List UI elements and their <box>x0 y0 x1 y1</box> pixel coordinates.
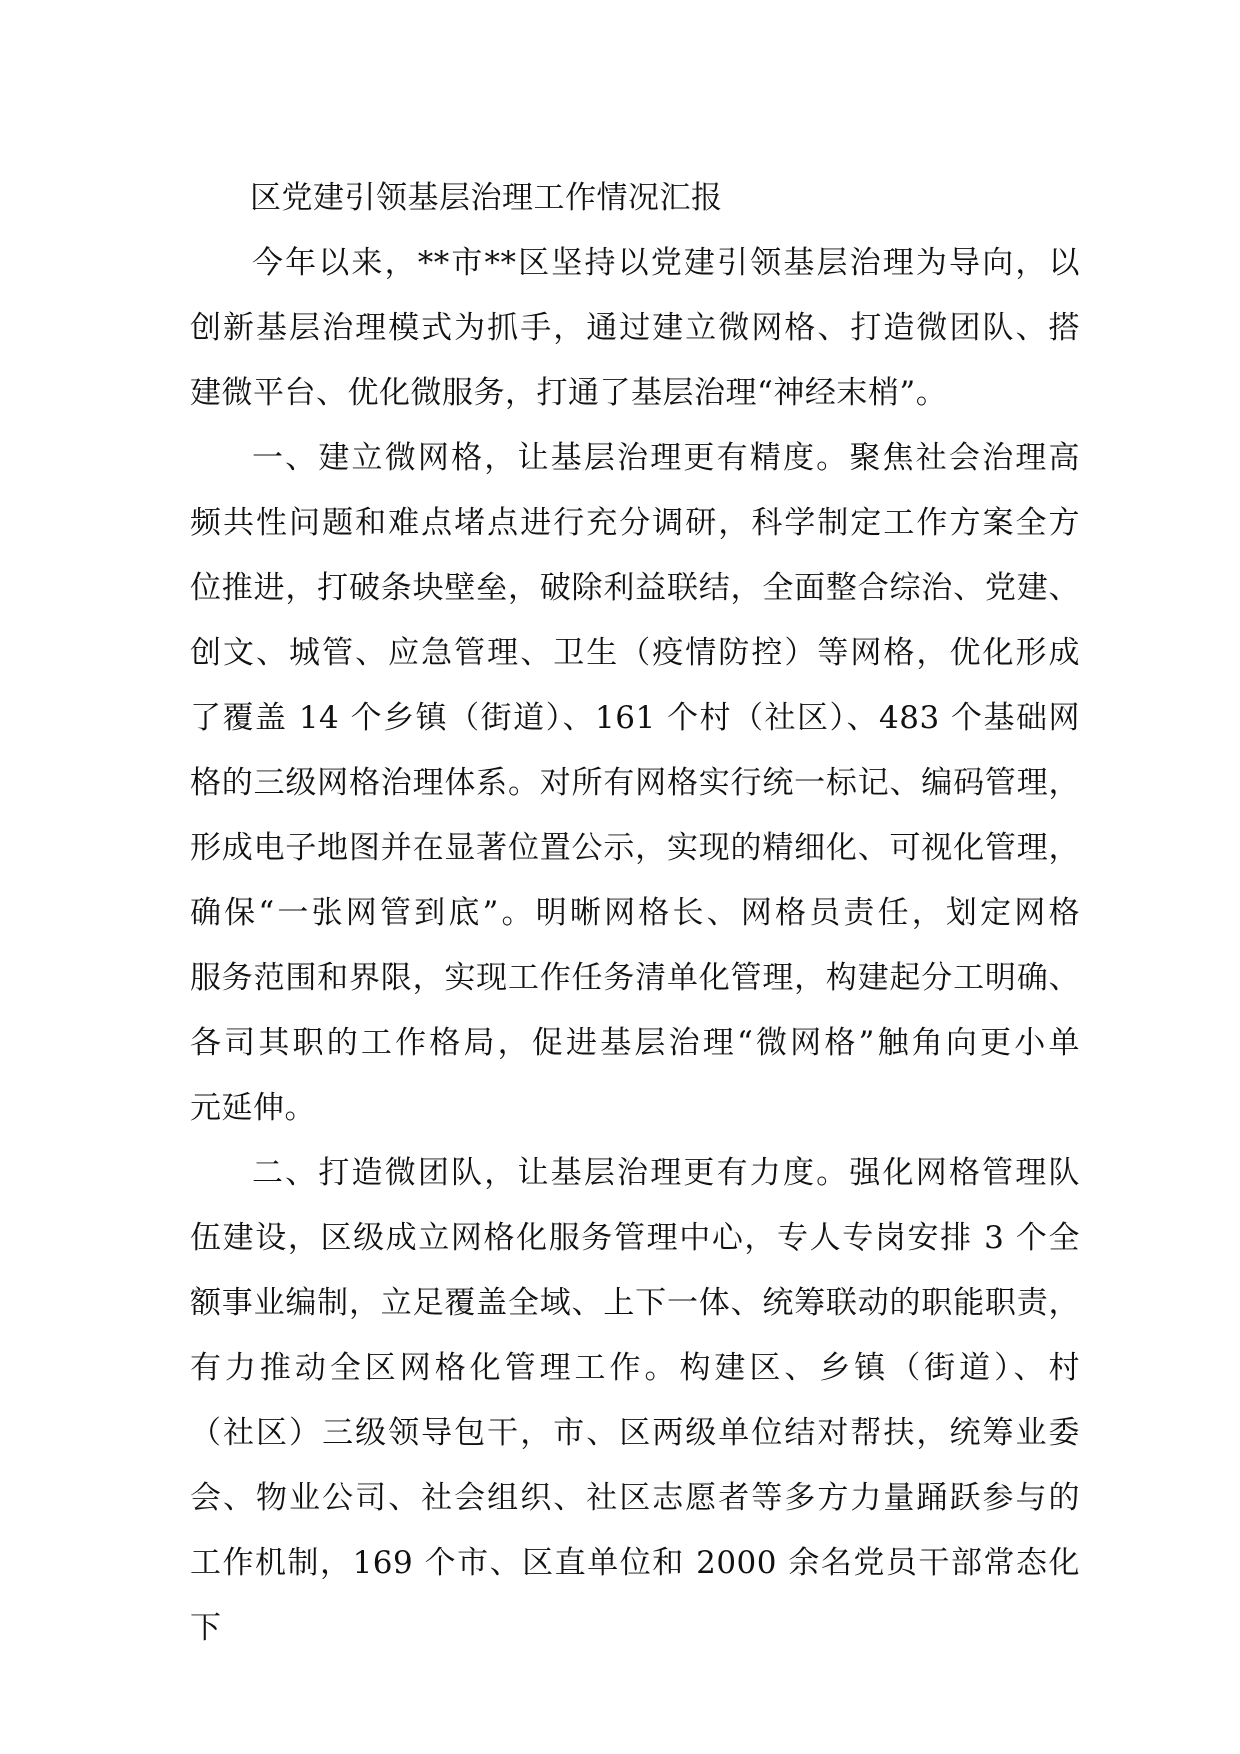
paragraph-3 <box>190 1141 1080 1646</box>
paragraph-1 <box>190 231 1080 426</box>
document-title: 区党建引领基层治理工作情况汇报 <box>250 180 723 216</box>
text-line: 建微平台、优化微服务，打通了基层治理“神经末梢”。 <box>190 375 948 411</box>
text-line: 工作机制，169 个市、区直单位和 2000 余名党员干部常态化下 <box>190 1545 1080 1646</box>
text-line: 确保“一张网管到底”。明晰网格长、网格员责任，划定网格 <box>190 895 1080 931</box>
text-line: 有力推动全区网格化管理工作。构建区、乡镇（街道）、村 <box>190 1350 1080 1386</box>
text-line: 服务范围和界限，实现工作任务清单化管理，构建起分工明确、 <box>190 960 1080 996</box>
text-line: 了覆盖 14 个乡镇（街道）、161 个村（社区）、483 个基础网 <box>190 700 1080 736</box>
text-line: 频共性问题和难点堵点进行充分调研，科学制定工作方案全方 <box>190 505 1080 541</box>
text-line: 额事业编制，立足覆盖全域、上下一体、统筹联动的职能职责， <box>190 1285 1080 1321</box>
text-line: 位推进，打破条块壁垒，破除利益联结，全面整合综治、党建、 <box>190 570 1080 606</box>
text-line: 创新基层治理模式为抓手，通过建立微网格、打造微团队、搭 <box>190 310 1080 346</box>
text-line: 一、建立微网格，让基层治理更有精度。聚焦社会治理高 <box>252 440 1080 476</box>
text-line: 伍建设，区级成立网格化服务管理中心，专人专岗安排 3 个全 <box>190 1220 1080 1256</box>
text-line: 今年以来，**市**区坚持以党建引领基层治理为导向，以 <box>252 245 1080 281</box>
text-line: 各司其职的工作格局，促进基层治理“微网格”触角向更小单 <box>190 1025 1080 1061</box>
text-line: 创文、城管、应急管理、卫生（疫情防控）等网格，优化形成 <box>190 635 1080 671</box>
paragraph-2 <box>190 426 1080 1141</box>
text-line: 格的三级网格治理体系。对所有网格实行统一标记、编码管理， <box>190 765 1080 801</box>
text-line: （社区）三级领导包干，市、区两级单位结对帮扶，统筹业委 <box>190 1415 1080 1451</box>
text-line: 形成电子地图并在显著位置公示，实现的精细化、可视化管理， <box>190 830 1080 866</box>
text-line: 会、物业公司、社会组织、社区志愿者等多方力量踊跃参与的 <box>190 1480 1080 1516</box>
text-line: 元延伸。 <box>190 1090 316 1126</box>
text-line: 二、打造微团队，让基层治理更有力度。强化网格管理队 <box>252 1155 1080 1191</box>
